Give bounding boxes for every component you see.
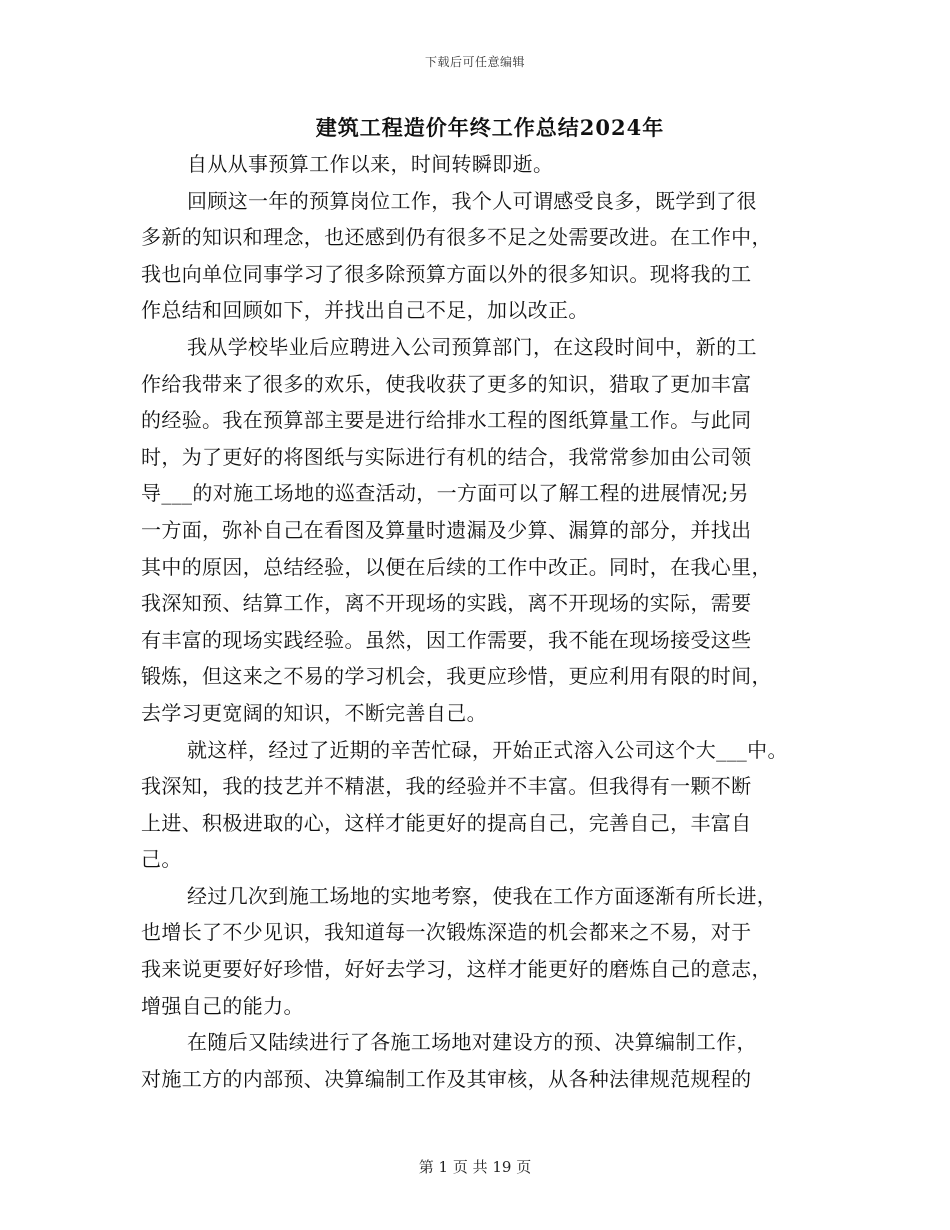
paragraph [141,1024,821,1097]
text-line: 我从学校毕业后应聘进入公司预算部门，在这段时间中，新的工 [187,334,757,359]
paragraph [141,183,821,329]
text-line: 的经验。我在预算部主要是进行给排水工程的图纸算量工作。与此同 [141,408,752,433]
text-line: 作总结和回顾如下，并找出自己不足，加以改正。 [141,298,589,323]
text-line: 也增长了不少见识，我知道每一次锻炼深造的机会都来之不易，对于 [141,920,752,945]
text-line: 在随后又陆续进行了各施工场地对建设方的预、决算编制工作， [187,1030,757,1055]
document-body [141,146,821,1097]
paragraph [141,732,821,878]
text-line: 我深知，我的技艺并不精湛，我的经验并不丰富。但我得有一颗不断 [141,774,752,799]
text-line: 我深知预、结算工作，离不开现场的实践，离不开现场的实际，需要 [141,591,752,616]
text-line: 经过几次到施工场地的实地考察，使我在工作方面逐渐有所长进， [187,883,778,908]
text-line: 我来说更要好好珍惜，好好去学习，这样才能更好的磨炼自己的意志， [141,957,772,982]
text-line: 多新的知识和理念，也还感到仍有很多不足之处需要改进。在工作中， [141,225,772,250]
text-line: 时，为了更好的将图纸与实际进行有机的结合，我常常参加由公司领 [141,444,752,469]
text-line: 去学习更宽阔的知识，不断完善自己。 [141,700,487,725]
paragraph [141,878,821,1024]
text-line: 有丰富的现场实践经验。虽然，因工作需要，我不能在现场接受这些 [141,627,752,652]
paragraph [141,146,821,183]
text-line: 其中的原因，总结经验，以便在后续的工作中改正。同时，在我心里， [141,554,772,579]
paragraph [141,329,821,732]
text-line: 我也向单位同事学习了很多除预算方面以外的很多知识。现将我的工 [141,261,752,286]
document-title: 建筑工程造价年终工作总结2024年 [315,115,665,140]
text-line: 对施工方的内部预、决算编制工作及其审核，从各种法律规范规程的 [141,1066,752,1091]
text-line: 一方面，弥补自己在看图及算量时遗漏及少算、漏算的部分，并找出 [141,517,752,542]
text-line: 自从从事预算工作以来，时间转瞬即逝。 [187,152,554,176]
text-line: 上进、积极进取的心，这样才能更好的提高自己，完善自己，丰富自 [141,810,752,835]
text-line: 回顾这一年的预算岗位工作，我个人可谓感受良多，既学到了很 [187,188,757,213]
page-header-note: 下载后可任意编辑 [424,55,525,69]
text-line: 作给我带来了很多的欢乐，使我收获了更多的知识，猎取了更加丰富 [141,371,752,396]
page-number-footer: 第 1 页 共 19 页 [418,1158,532,1176]
text-line: 就这样，经过了近期的辛苦忙碌，开始正式溶入公司这个大___中。 [187,737,788,762]
text-line: 锻炼，但这来之不易的学习机会，我更应珍惜，更应利用有限的时间， [141,664,772,689]
text-line: 导___的对施工场地的巡查活动，一方面可以了解工程的进展情况;另 [141,481,749,506]
text-line: 增强自己的能力。 [141,993,304,1018]
text-line: 己。 [141,847,182,872]
